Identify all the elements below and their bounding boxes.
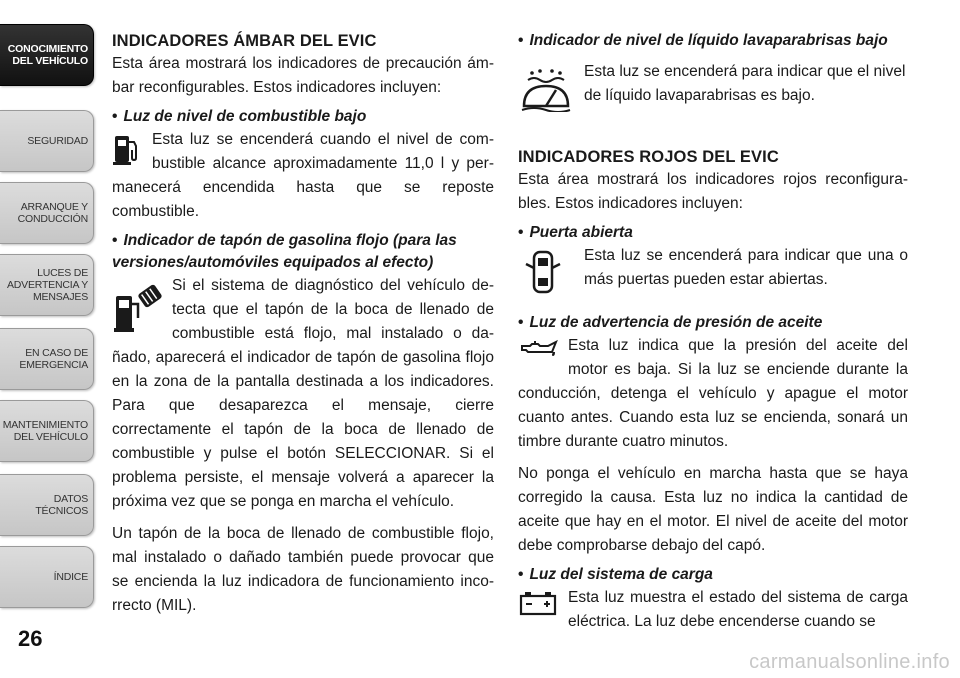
left-column [112, 30, 494, 618]
page-number: 26 [18, 626, 43, 651]
cap-bullet-title: • Indicador de tapón de gasolina flojo (para las versiones/automóviles equipados al efecto) [112, 232, 457, 271]
washer-title-text: Indicador de nivel de líquido lavaparabrisas bajo [529, 32, 888, 49]
right-column [518, 30, 908, 634]
oil-block [518, 334, 908, 454]
fuel-bullet-title: • Luz de nivel de combustible bajo [112, 108, 367, 125]
tab-seguridad[interactable]: SEGURIDAD [0, 110, 94, 172]
door-open-icon [518, 248, 568, 298]
charge-block [518, 586, 908, 634]
tab-mantenimiento[interactable]: MANTENIMIENTO DEL VEHÍCULO [0, 400, 94, 462]
tab-luces-advertencia[interactable]: LUCES DE ADVERTENCIA Y MENSAJES [0, 254, 94, 316]
cap-title-text: Indicador de tapón de gasolina flojo (para las versiones/automóviles equipados al efecto) [112, 232, 457, 271]
door-title-text: Puerta abierta [529, 224, 633, 241]
washer-block [518, 60, 908, 108]
fuel-text: Esta luz se encenderá cuando el nivel de com-bustible alcance aproximadamente 11,0 l y per-manecerá encendida hasta que se reposte combustible. [112, 131, 494, 220]
oil-text: Esta luz indica que la presión del aceite del motor es baja. Si la luz se enciende durante la conducción, detenga el vehículo y apague el motor cuanto antes. Cuando esta luz se encienda, sonará un timbre durante cuatro minutos. [518, 337, 908, 450]
washer-text: Esta luz se encenderá para indicar que el nivel de líquido lavaparabrisas es bajo. [584, 63, 906, 104]
tab-en-caso-emergencia[interactable]: EN CASO DE EMERGENCIA [0, 328, 94, 390]
watermark: carmanualsonline.info [749, 651, 950, 673]
tab-conocimiento-vehiculo[interactable]: CONOCIMIENTO DEL VEHÍCULO [0, 24, 94, 86]
loose-gas-cap-icon [112, 278, 162, 334]
tab-indice[interactable]: ÍNDICE [0, 546, 94, 608]
fuel-title-text: Luz de nivel de combustible bajo [123, 108, 367, 125]
washer-bullet-title: • Indicador de nivel de líquido lavaparabrisas bajo [518, 32, 888, 49]
mil-text: Un tapón de la boca de llenado de combustible flojo, mal instalado o dañado también puede provocar que se encienda la luz indicadora de funcionamiento inco-rrecto (MIL). [112, 525, 494, 614]
oil-bullet-title: • Luz de advertencia de presión de aceite [518, 314, 823, 331]
amber-intro: Esta área mostrará los indicadores de precaución ám-bar reconfigurables. Estos indicadores incluyen: [112, 55, 494, 96]
red-indicators-heading: INDICADORES ROJOS DEL EVIC [518, 148, 779, 166]
cap-block [112, 274, 494, 514]
cap-text: Si el sistema de diagnóstico del vehículo de-tecta que el tapón de la boca de llenado de combustible está flojo, mal instalado o da-ñado, aparecerá el indicador de tapón de gasolina flojo en la zona de la pantalla destinada a los indicadores. Para que desaparezca el mensaje, cierre correctamente el tapón de la boca de llenado de combustible y pulse el botón SELECCIONAR. Si el problema persiste, el mensaje volverá a aparecer la próxima vez que se ponga en marcha el vehículo. [112, 277, 494, 510]
door-text: Esta luz se encenderá para indicar que una o más puertas pueden estar abiertas. [584, 247, 908, 288]
amber-indicators-heading: INDICADORES ÁMBAR DEL EVIC [112, 32, 377, 50]
washer-fluid-icon [518, 68, 574, 112]
tab-arranque-conduccion[interactable]: ARRANQUE Y CONDUCCIÓN [0, 182, 94, 244]
door-block [518, 244, 908, 292]
charge-bullet-title: • Luz del sistema de carga [518, 566, 713, 583]
tab-datos-tecnicos[interactable]: DATOS TÉCNICOS [0, 474, 94, 536]
door-bullet-title: • Puerta abierta [518, 224, 633, 241]
oil-title-text: Luz de advertencia de presión de aceite [529, 314, 823, 331]
battery-icon [518, 590, 558, 616]
oil-text-2: No ponga el vehículo en marcha hasta que se haya corregido la causa. Esta luz no indica la cantidad de aceite que hay en el motor. El nivel de aceite del motor debe comprobarse debajo del capó. [518, 465, 908, 554]
fuel-pump-icon [112, 132, 142, 166]
charge-title-text: Luz del sistema de carga [529, 566, 713, 583]
red-intro: Esta área mostrará los indicadores rojos reconfigura-bles. Estos indicadores incluyen: [518, 171, 908, 212]
oil-can-icon [518, 338, 558, 360]
fuel-block [112, 128, 494, 224]
charge-text: Esta luz muestra el estado del sistema de carga eléctrica. La luz debe encenderse cuando se [568, 589, 908, 630]
